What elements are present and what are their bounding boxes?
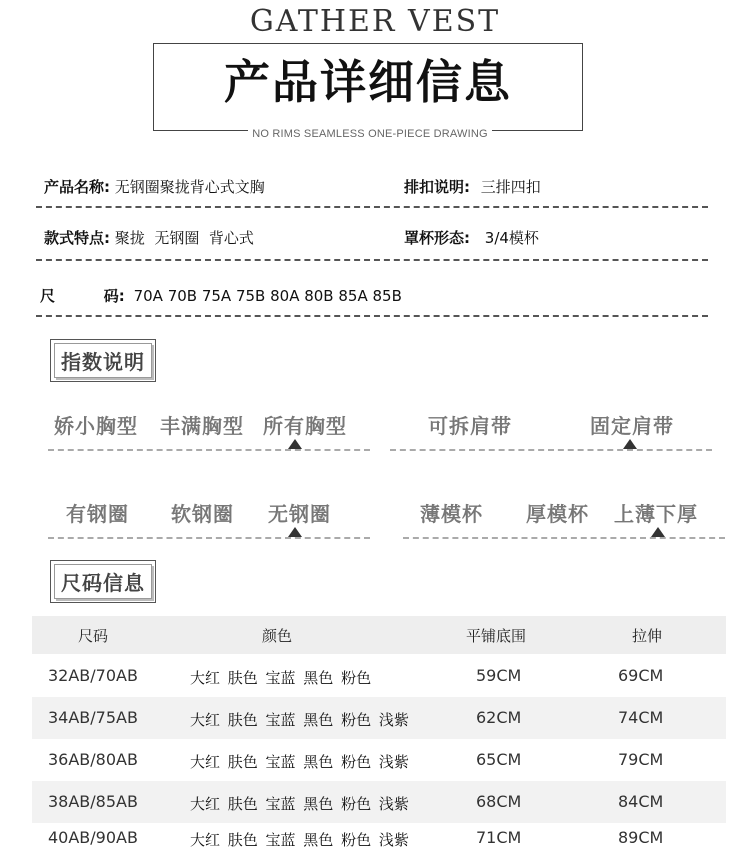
divider: [36, 259, 708, 261]
option-thin-cup: 薄模杯: [420, 502, 483, 526]
cell-flat: 71CM: [476, 828, 522, 847]
option-track: [48, 537, 370, 539]
cell-size: 36AB/80AB: [48, 750, 138, 769]
divider: [36, 206, 708, 208]
info-clasp: [404, 176, 541, 197]
subtitle-strip: [150, 124, 590, 144]
cell-size: 38AB/85AB: [48, 792, 138, 811]
subtitle: NO RIMS SEAMLESS ONE-PIECE DRAWING: [248, 128, 492, 140]
cell-stretch: 79CM: [618, 750, 664, 769]
info-cup: [404, 227, 539, 248]
option-track: [403, 537, 725, 539]
cell-stretch: 74CM: [618, 708, 664, 727]
size-table-header: [32, 616, 726, 654]
info-size-value: 70A 70B 75A 75B 80A 80B 85A 85B: [133, 287, 402, 305]
col-header-flat-underbust: 平铺底围: [466, 627, 527, 645]
col-header-stretch: 拉伸: [632, 627, 663, 645]
info-style: [44, 227, 254, 248]
index-section-title: 指数说明: [54, 343, 152, 378]
option-track: [48, 449, 370, 451]
cell-size: 34AB/75AB: [48, 708, 138, 727]
info-size: [40, 285, 402, 306]
cell-flat: 65CM: [476, 750, 522, 769]
cell-colors: 大红 肤色 宝蓝 黑色 粉色 浅紫: [190, 831, 409, 849]
info-cup-value: 3/4模杯: [484, 229, 539, 247]
option-wire: 有钢圈: [66, 502, 129, 526]
info-size-label-1: 尺: [40, 287, 56, 305]
option-thin-top-thick-bottom: 上薄下厚: [614, 502, 698, 526]
option-all: 所有胸型: [263, 414, 347, 438]
cell-flat: 59CM: [476, 666, 522, 685]
size-section-header: [50, 560, 156, 603]
selected-marker-icon: [623, 439, 637, 449]
info-cup-label: 罩杯形态:: [404, 229, 470, 247]
option-full: 丰满胸型: [160, 414, 244, 438]
cell-colors: 大红 肤色 宝蓝 黑色 粉色 浅紫: [190, 753, 409, 771]
option-fixed-strap: 固定肩带: [590, 414, 674, 438]
info-name-value: 无钢圈聚拢背心式文胸: [114, 178, 265, 196]
option-removable-strap: 可拆肩带: [428, 414, 512, 438]
selected-marker-icon: [288, 439, 302, 449]
option-soft-wire: 软钢圈: [171, 502, 234, 526]
cell-colors: 大红 肤色 宝蓝 黑色 粉色 浅紫: [190, 711, 409, 729]
info-clasp-value: 三排四扣: [480, 178, 541, 196]
selected-marker-icon: [651, 527, 665, 537]
option-petite: 娇小胸型: [54, 414, 138, 438]
index-section-header: [50, 339, 156, 382]
info-name-label: 产品名称:: [44, 178, 110, 196]
option-thick-cup: 厚模杯: [526, 502, 589, 526]
cell-flat: 68CM: [476, 792, 522, 811]
cell-flat: 62CM: [476, 708, 522, 727]
info-style-label: 款式特点:: [44, 229, 110, 247]
option-no-wire: 无钢圈: [268, 502, 331, 526]
cell-size: 40AB/90AB: [48, 828, 138, 847]
page-title: 产品详细信息: [224, 55, 512, 109]
info-name: [44, 176, 265, 197]
cell-colors: 大红 肤色 宝蓝 黑色 粉色 浅紫: [190, 795, 409, 813]
cell-size: 32AB/70AB: [48, 666, 138, 685]
size-section-title: 尺码信息: [54, 564, 152, 599]
info-clasp-label: 排扣说明:: [404, 178, 470, 196]
option-track: [390, 449, 712, 451]
info-size-label-2: 码:: [103, 287, 125, 305]
brand-heading: GATHER VEST: [249, 4, 501, 39]
divider: [36, 315, 708, 317]
cell-stretch: 84CM: [618, 792, 664, 811]
info-style-value: 聚拢 无钢圈 背心式: [114, 229, 254, 247]
col-header-color: 颜色: [262, 627, 293, 645]
cell-stretch: 89CM: [618, 828, 664, 847]
selected-marker-icon: [288, 527, 302, 537]
cell-colors: 大红 肤色 宝蓝 黑色 粉色: [190, 669, 372, 687]
cell-stretch: 69CM: [618, 666, 664, 685]
col-header-size: 尺码: [78, 627, 109, 645]
